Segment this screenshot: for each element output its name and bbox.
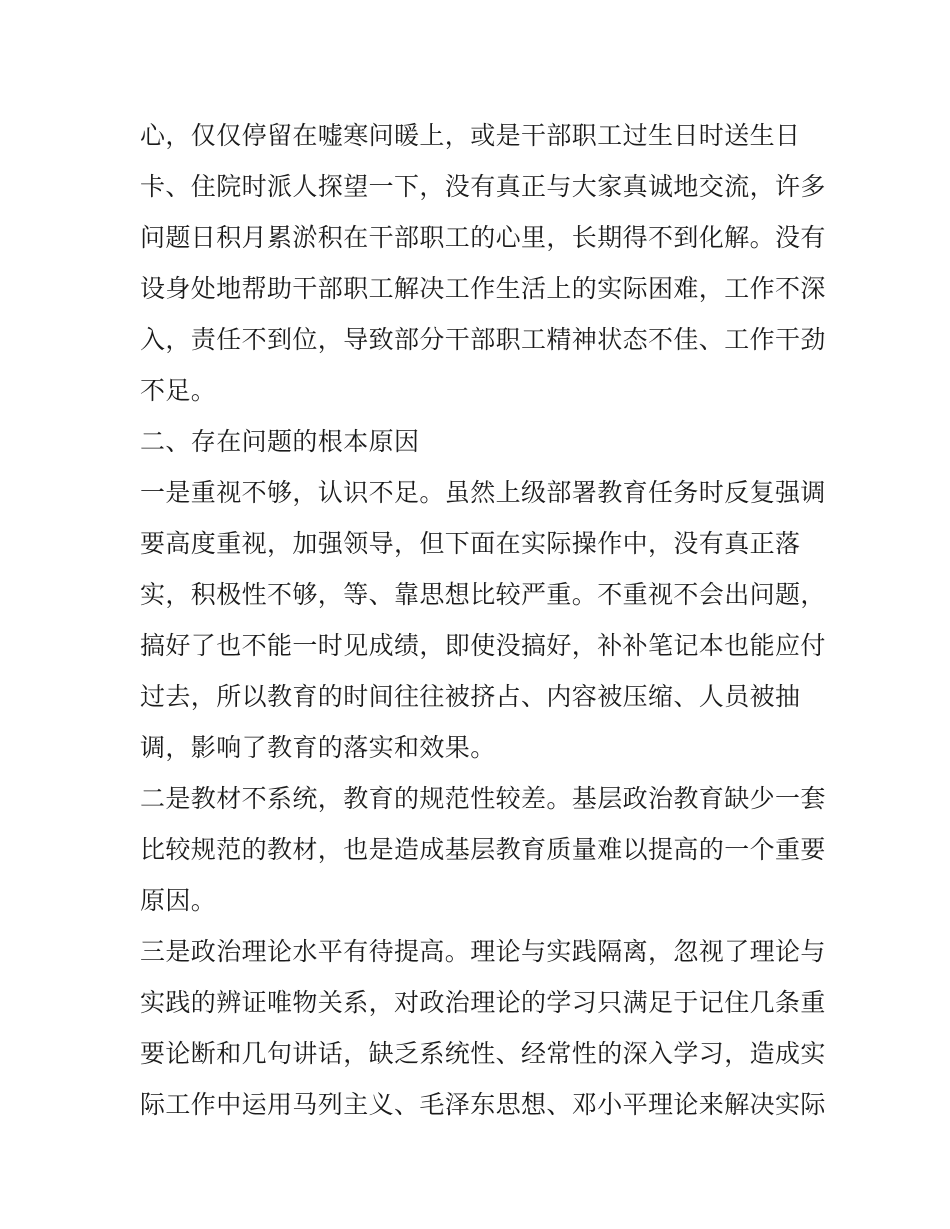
text-line: 比较规范的教材，也是造成基层教育质量难以提高的一个重要 [140,835,826,864]
text-line: 心，仅仅停留在嘘寒问暖上，或是干部职工过生日时送生日 [140,121,801,150]
text-line: 际工作中运用马列主义、毛泽东思想、邓小平理论来解决实际 [140,1090,826,1119]
text-line: 一是重视不够，认识不足。虽然上级部署教育任务时反复强调 [140,478,826,507]
text-line: 要论断和几句讲话，缺乏系统性、经常性的深入学习，造成实 [140,1039,826,1068]
text-line: 问题日积月累淤积在干部职工的心里，长期得不到化解。没有 [140,223,826,252]
text-line: 设身处地帮助干部职工解决工作生活上的实际困难，工作不深 [140,274,826,303]
text-line: 搞好了也不能一时见成绩，即使没搞好，补补笔记本也能应付 [140,631,826,660]
text-line: 入，责任不到位，导致部分干部职工精神状态不佳、工作干劲 [140,325,826,354]
text-line: 二是教材不系统，教育的规范性较差。基层政治教育缺少一套 [140,784,826,813]
text-line: 要高度重视，加强领导，但下面在实际操作中，没有真正落 [140,529,801,558]
text-line: 不足。 [140,376,217,405]
text-line: 原因。 [140,886,217,915]
text-line: 过去，所以教育的时间往往被挤占、内容被压缩、人员被抽 [140,682,801,711]
section-heading: 二、存在问题的根本原因 [140,427,420,456]
text-line: 调，影响了教育的落实和效果。 [140,733,496,762]
text-line: 实，积极性不够，等、靠思想比较严重。不重视不会出问题， [140,580,826,609]
text-line: 卡、住院时派人探望一下，没有真正与大家真诚地交流，许多 [140,172,826,201]
text-line: 三是政治理论水平有待提高。理论与实践隔离，忽视了理论与 [140,937,826,966]
text-line: 实践的辨证唯物关系，对政治理论的学习只满足于记住几条重 [140,988,826,1017]
document-body [140,110,826,1130]
